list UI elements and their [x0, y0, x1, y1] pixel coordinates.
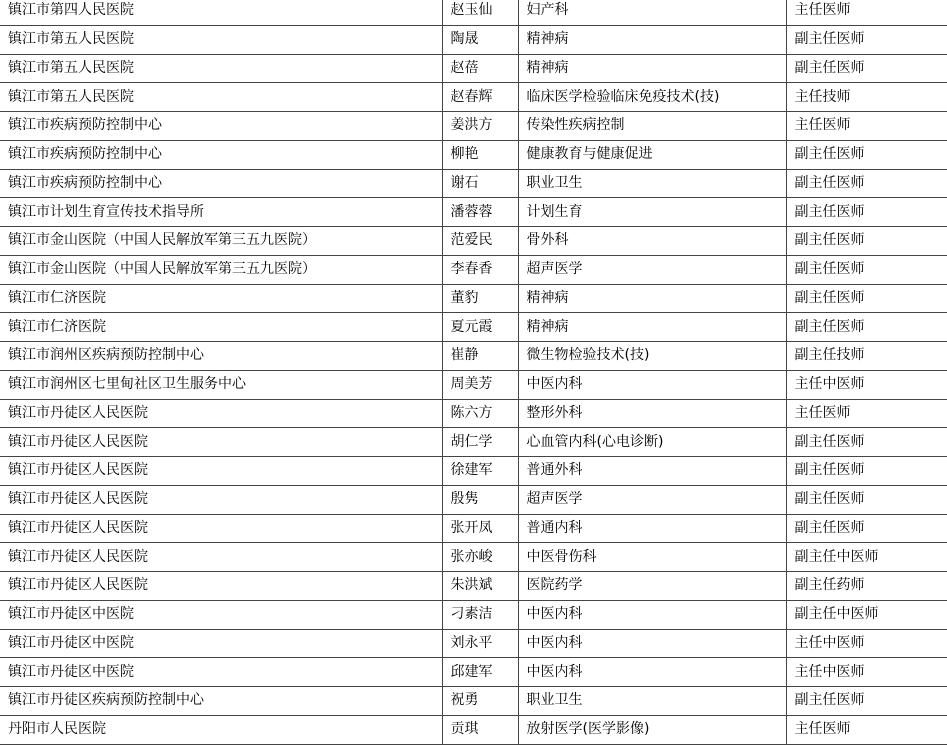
cell-institution: 镇江市金山医院（中国人民解放军第三五九医院）: [0, 255, 442, 284]
table-row: [0, 399, 947, 428]
table-row: [0, 342, 947, 371]
cell-institution: 镇江市仁济医院: [0, 313, 442, 342]
table-row: [0, 687, 947, 716]
cell-title: 主任中医师: [786, 370, 947, 399]
cell-title: 副主任医师: [786, 485, 947, 514]
cell-specialty: 妇产科: [518, 0, 786, 25]
table-row: [0, 112, 947, 141]
cell-specialty: 普通内科: [518, 514, 786, 543]
cell-specialty: 中医骨伤科: [518, 543, 786, 572]
cell-name: 谢石: [442, 169, 518, 198]
cell-institution: 镇江市丹徒区人民医院: [0, 543, 442, 572]
cell-name: 李春香: [442, 255, 518, 284]
cell-name: 邱建军: [442, 658, 518, 687]
cell-institution: 镇江市疾病预防控制中心: [0, 169, 442, 198]
cell-institution: 镇江市丹徒区人民医院: [0, 485, 442, 514]
cell-specialty: 传染性疾病控制: [518, 112, 786, 141]
cell-title: 主任技师: [786, 83, 947, 112]
table-row: [0, 284, 947, 313]
cell-institution: 镇江市第五人民医院: [0, 25, 442, 54]
cell-institution: 镇江市丹徒区人民医院: [0, 457, 442, 486]
cell-title: 副主任中医师: [786, 543, 947, 572]
cell-title: 副主任医师: [786, 284, 947, 313]
cell-title: 副主任医师: [786, 457, 947, 486]
table-row: [0, 54, 947, 83]
cell-institution: 丹阳市人民医院: [0, 715, 442, 744]
cell-specialty: 精神病: [518, 284, 786, 313]
cell-name: 潘蓉蓉: [442, 198, 518, 227]
cell-title: 主任医师: [786, 112, 947, 141]
cell-title: 副主任中医师: [786, 600, 947, 629]
table-row: [0, 572, 947, 601]
cell-specialty: 健康教育与健康促进: [518, 140, 786, 169]
cell-title: 副主任医师: [786, 428, 947, 457]
cell-institution: 镇江市第五人民医院: [0, 54, 442, 83]
cell-institution: 镇江市丹徒区中医院: [0, 658, 442, 687]
cell-specialty: 精神病: [518, 313, 786, 342]
cell-specialty: 医院药学: [518, 572, 786, 601]
cell-title: 副主任药师: [786, 572, 947, 601]
cell-name: 张亦峻: [442, 543, 518, 572]
cell-name: 柳艳: [442, 140, 518, 169]
cell-title: 副主任技师: [786, 342, 947, 371]
cell-specialty: 中医内科: [518, 370, 786, 399]
cell-specialty: 精神病: [518, 54, 786, 83]
cell-name: 董豹: [442, 284, 518, 313]
table-row: [0, 140, 947, 169]
cell-specialty: 心血管内科(心电诊断): [518, 428, 786, 457]
cell-name: 张开凤: [442, 514, 518, 543]
table-row: [0, 255, 947, 284]
cell-institution: 镇江市丹徒区人民医院: [0, 399, 442, 428]
cell-name: 祝勇: [442, 687, 518, 716]
cell-name: 赵玉仙: [442, 0, 518, 25]
cell-institution: 镇江市仁济医院: [0, 284, 442, 313]
table-row: [0, 485, 947, 514]
cell-specialty: 职业卫生: [518, 687, 786, 716]
cell-title: 主任医师: [786, 0, 947, 25]
cell-title: 主任医师: [786, 715, 947, 744]
cell-specialty: 中医内科: [518, 629, 786, 658]
cell-specialty: 整形外科: [518, 399, 786, 428]
cell-title: 副主任医师: [786, 687, 947, 716]
cell-institution: 镇江市疾病预防控制中心: [0, 140, 442, 169]
cell-specialty: 微生物检验技术(技): [518, 342, 786, 371]
cell-name: 殷隽: [442, 485, 518, 514]
cell-specialty: 普通外科: [518, 457, 786, 486]
cell-name: 刁素洁: [442, 600, 518, 629]
table-row: [0, 313, 947, 342]
cell-title: 副主任医师: [786, 54, 947, 83]
table-row: [0, 457, 947, 486]
table-row: [0, 514, 947, 543]
cell-specialty: 计划生育: [518, 198, 786, 227]
cell-specialty: 骨外科: [518, 227, 786, 256]
table-row: [0, 600, 947, 629]
cell-name: 姜洪方: [442, 112, 518, 141]
cell-institution: 镇江市第五人民医院: [0, 83, 442, 112]
cell-title: 副主任医师: [786, 255, 947, 284]
table-row: [0, 83, 947, 112]
cell-title: 副主任医师: [786, 313, 947, 342]
table-row: [0, 658, 947, 687]
cell-institution: 镇江市润州区疾病预防控制中心: [0, 342, 442, 371]
cell-institution: 镇江市丹徒区中医院: [0, 629, 442, 658]
cell-name: 夏元霞: [442, 313, 518, 342]
cell-name: 刘永平: [442, 629, 518, 658]
table-row: [0, 370, 947, 399]
cell-name: 周美芳: [442, 370, 518, 399]
cell-name: 胡仁学: [442, 428, 518, 457]
table-row: [0, 629, 947, 658]
cell-name: 赵蓓: [442, 54, 518, 83]
cell-specialty: 中医内科: [518, 658, 786, 687]
cell-name: 朱洪斌: [442, 572, 518, 601]
cell-institution: 镇江市丹徒区中医院: [0, 600, 442, 629]
cell-title: 副主任医师: [786, 140, 947, 169]
cell-name: 陈六方: [442, 399, 518, 428]
cell-institution: 镇江市疾病预防控制中心: [0, 112, 442, 141]
cell-name: 范爱民: [442, 227, 518, 256]
cell-institution: 镇江市第四人民医院: [0, 0, 442, 25]
table-row: [0, 715, 947, 744]
table-row: [0, 227, 947, 256]
table-row: [0, 198, 947, 227]
cell-specialty: 放射医学(医学影像): [518, 715, 786, 744]
cell-specialty: 中医内科: [518, 600, 786, 629]
cell-title: 主任中医师: [786, 658, 947, 687]
cell-title: 副主任医师: [786, 227, 947, 256]
table-row: [0, 543, 947, 572]
cell-name: 崔静: [442, 342, 518, 371]
cell-specialty: 职业卫生: [518, 169, 786, 198]
cell-institution: 镇江市丹徒区人民医院: [0, 572, 442, 601]
cell-title: 副主任医师: [786, 514, 947, 543]
cell-institution: 镇江市金山医院（中国人民解放军第三五九医院）: [0, 227, 442, 256]
cell-name: 赵春辉: [442, 83, 518, 112]
cell-title: 主任医师: [786, 399, 947, 428]
cell-specialty: 精神病: [518, 25, 786, 54]
cell-specialty: 超声医学: [518, 255, 786, 284]
cell-specialty: 临床医学检验临床免疫技术(技): [518, 83, 786, 112]
table-row: [0, 169, 947, 198]
cell-name: 徐建军: [442, 457, 518, 486]
cell-specialty: 超声医学: [518, 485, 786, 514]
cell-institution: 镇江市丹徒区人民医院: [0, 514, 442, 543]
cell-institution: 镇江市润州区七里甸社区卫生服务中心: [0, 370, 442, 399]
cell-name: 陶晟: [442, 25, 518, 54]
cell-title: 副主任医师: [786, 25, 947, 54]
table-row: [0, 0, 947, 25]
cell-institution: 镇江市计划生育宣传技术指导所: [0, 198, 442, 227]
cell-institution: 镇江市丹徒区人民医院: [0, 428, 442, 457]
cell-title: 副主任医师: [786, 169, 947, 198]
cell-name: 贡琪: [442, 715, 518, 744]
cell-title: 副主任医师: [786, 198, 947, 227]
table-row: [0, 428, 947, 457]
cell-institution: 镇江市丹徒区疾病预防控制中心: [0, 687, 442, 716]
table-row: [0, 25, 947, 54]
cell-title: 主任中医师: [786, 629, 947, 658]
